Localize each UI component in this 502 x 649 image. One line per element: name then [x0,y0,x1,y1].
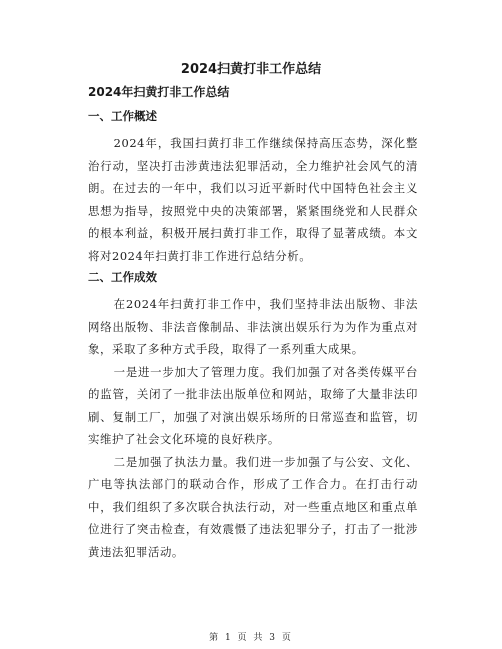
paragraph-results-intro: 在2024年扫黄打非工作中，我们坚持非法出版物、非法网络出版物、非法音像制品、非法演出娱乐行为为作为重点对象，采取了多种方式手段，取得了一系列重大成果。 [88,297,418,356]
section-overview [88,108,418,267]
paragraph-results-management: 一是进一步加大了管理力度。我们加强了对各类传媒平台的监管，关闭了一批非法出版单位和网站，取缔了大量非法印刷、复制工厂，加强了对演出娱乐场所的日常巡查和监管，切实维护了社会文化环境的良好秩序。 [88,364,418,446]
paragraph-results-enforcement: 二是加强了执法力量。我们进一步加强了与公安、文化、广电等执法部门的联动合作，形成了工作合力。在打击行动中，我们组织了多次联合执法行动，对一些重点地区和重点单位进行了突击检查，有效震慑了违法犯罪分子，打击了一批涉黄违法犯罪活动。 [88,454,418,559]
document-subtitle: 2024年扫黄打非工作总结 [88,85,230,99]
section-heading-results: 二、工作成效 [88,270,157,284]
document-body [88,84,418,563]
section-results [88,269,418,563]
section-heading-overview: 一、工作概述 [88,109,157,123]
document-title: 2024扫黄打非工作总结 [180,62,322,77]
paragraph-overview: 2024年，我国扫黄打非工作继续保持高压态势，深化整治行动，坚决打击涉黄违法犯罪活动，全力维护社会风气的清朗。在过去的一年中，我们以习近平新时代中国特色社会主义思想为指导，按照党中央的决策部署，紧紧围绕党和人民群众的根本利益，积极开展扫黄打非工作，取得了显著成绩。本文将对2024年扫黄打非工作进行总结分析。 [88,136,418,263]
page-number-footer: 第 1 页 共 3 页 [209,633,293,643]
